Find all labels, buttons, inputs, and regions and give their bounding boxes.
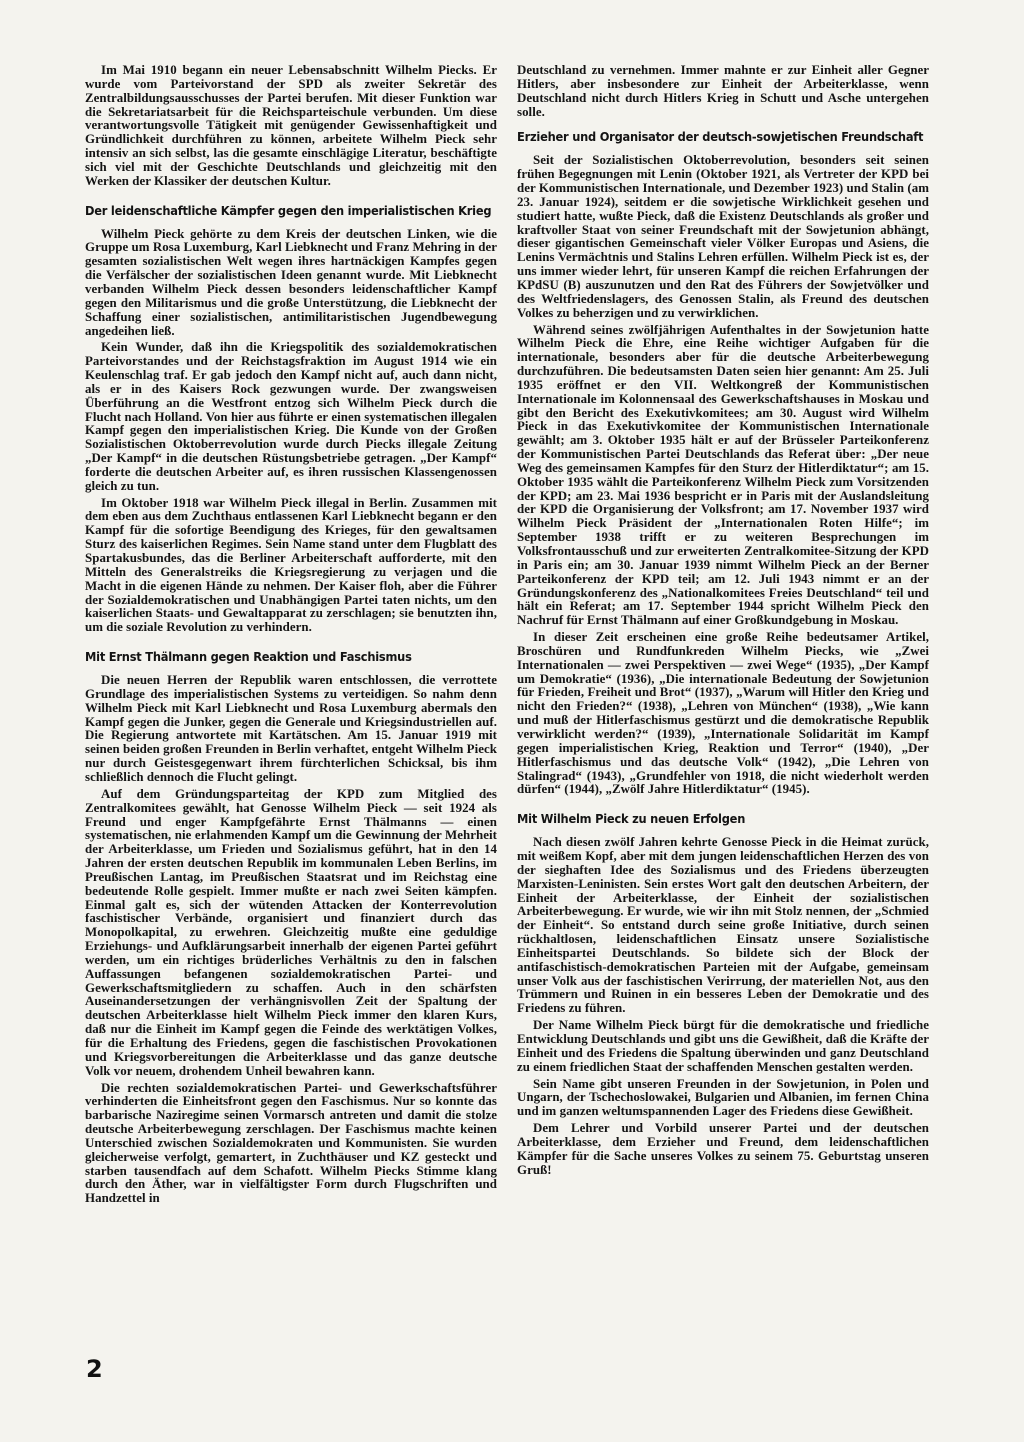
page-number: 2 bbox=[86, 1355, 103, 1383]
paragraph: Wilhelm Pieck gehörte zu dem Kreis der deutschen Linken, wie die Gruppe um Rosa Luxemburg, Karl Liebknecht und Franz Mehring in der gesamten sozialistischen Welt wegen ihres hartnäckigen Kampfes gegen die Verfälscher der sozialistischen Ideen genannt wurde. Mit Liebknecht verbanden Wilhelm Pieck dessen besonders leidenschaftlicher Kampf gegen den Militarismus und die große Unterstützung, die Liebknecht der Schaffung einer sozialistischen, antimilitaristischen Jugendbewegung angedeihen ließ. bbox=[85, 226, 497, 338]
right-column bbox=[517, 64, 929, 1180]
paragraph: In dieser Zeit erscheinen eine große Reihe bedeutsamer Artikel, Broschüren und Rundfunkreden Wilhelm Piecks, wie „Zwei Internationalen — zwei Perspektiven — zwei Wege“ (1935), „Der Kampf um Demokratie“ (1936), „Die internationale Bedeutung der Sowjetunion für Frieden, Freiheit und Brot“ (1937), „Warum will Hitler den Krieg und nicht den Frieden?“ (1938), „Lehren von München“ (1938), „Wie kann und muß der Hitlerfaschismus gestürzt und die demokratische Republik verwirklicht werden?“ (1939), „Internationale Solidarität im Kampf gegen imperialistischen Krieg, Reaktion und Terror“ (1940), „Der Hitlerfaschismus und das deutsche Volk“ (1942), „Die Lehren von Stalingrad“ (1943), „Grundfehler von 1918, die nicht wiederholt werden dürfen“ (1944), „Zwölf Jahre Hitlerdiktatur“ (1945). bbox=[517, 630, 929, 797]
paragraph: Nach diesen zwölf Jahren kehrte Genosse Pieck in die Heimat zurück, mit weißem Kopf, aber mit dem jungen leidenschaftlichen Herzen des von der sieghaften Idee des Sozialismus und des Friedens überzeugten Marxisten-Leninisten. Sein erstes Wort galt den deutschen Arbeitern, der Einheit der Arbeiterklasse, der Einheit der sozialistischen Arbeiterbewegung. Er wurde, wie wir ihn mit Stolz nennen, der „Schmied der Einheit“. So entstand durch seine große Initiative, durch seinen rückhaltlosen, leidenschaftlichen Einsatz unsere Sozialistische Einheitspartei Deutschlands. So bildete sich der Block der antifaschistisch-demokratischen Parteien mit der Aufgabe, gemeinsam unser Volk aus der faschistischen Verirrung, der materiellen Not, aus den Trümmern und Ruinen in ein besseres Leben der Demokratie und des Friedens zu führen. bbox=[517, 835, 929, 1016]
left-column bbox=[85, 64, 497, 1209]
paragraph: Während seines zwölfjährigen Aufenthaltes in der Sowjetunion hatte Wilhelm Pieck die Ehre, eine Reihe wichtiger Aufgaben für die internationale, besonders aber für die deutsche Arbeiterbewegung durchzuführen. Die bedeutsamsten Daten seien hier genannt: Am 25. Juli 1935 eröffnet er den VII. Weltkongreß der Kommunistischen Internationale im Kolonnensaal des Gewerkschaftshauses in Moskau und gibt den Bericht des Exekutivkomitees; am 30. August wird Wilhelm Pieck in das Exekutivkomitee der Kommunistischen Internationale gewählt; am 3. Oktober 1935 hält er auf der Brüsseler Parteikonferenz der Kommunistischen Partei Deutschlands das Referat über: „Der neue Weg des gemeinsamen Kampfes für den Sturz der Hitlerdiktatur“; am 15. Oktober 1935 wählt die Parteikonferenz Wilhelm Pieck zum Vorsitzenden der KPD; am 23. Mai 1936 bespricht er in Paris mit der Auslandsleitung der KPD die Organisierung der Volksfront; am 17. November 1937 wird Wilhelm Pieck Präsident der „Internationalen Roten Hilfe“; im September 1938 trifft er zu weiteren Besprechungen im Volksfrontausschuß und zur erweiterten Zentralkomitee-Sitzung der KPD in Paris ein; am 30. Januar 1939 nimmt Wilhelm Pieck an der Berner Parteikonferenz der KPD teil; am 12. Juli 1943 nimmt er an der Gründungskonferenz des „Nationalkomitees Freies Deutschland“ teil und hält ein Referat; am 17. September 1944 spricht Wilhelm Pieck den Nachruf für Ernst Thälmann auf einer Großkundgebung in Moskau. bbox=[517, 322, 929, 628]
paragraph: Der Name Wilhelm Pieck bürgt für die demokratische und friedliche Entwicklung Deutschlands und gibt uns die Gewißheit, daß die Kräfte der Einheit und des Friedens die Spaltung überwinden und ganz Deutschland zu einem friedlichen Staat der schaffenden Menschen gestalten werden. bbox=[517, 1018, 929, 1074]
section-heading: Mit Wilhelm Pieck zu neuen Erfolgen bbox=[517, 811, 746, 827]
section-heading: Der leidenschaftliche Kämpfer gegen den imperialistischen Krieg bbox=[85, 202, 492, 218]
paragraph: Im Oktober 1918 war Wilhelm Pieck illegal in Berlin. Zusammen mit dem eben aus dem Zuchthaus entlassenen Karl Liebknecht begann er den Kampf für die sofortige Beendigung des Krieges, für den gewaltsamen Sturz des kaiserlichen Regimes. Sein Name stand unter dem Flugblatt des Spartakusbundes, das die Berliner Arbeiterschaft aufforderte, mit den Mitteln des Generalstreiks die Kriegsregierung zu verjagen und die Macht in die eigenen Hände zu nehmen. Der Kaiser floh, aber die Führer der Sozialdemokratischen und Unabhängigen Partei taten nichts, um den kaiserlichen Staats- und Gewaltapparat zu zerschlagen; sie benutzten ihn, um die soziale Revolution zu verhindern. bbox=[85, 495, 497, 635]
paragraph: Kein Wunder, daß ihn die Kriegspolitik des sozialdemokratischen Parteivorstandes und der Reichstagsfraktion im August 1914 wie ein Keulenschlag traf. Er gab jedoch den Kampf nicht auf, auch dann nicht, als er in des Kaisers Rock gezwungen wurde. Der zwangsweisen Überführung an die Westfront entzog sich Wilhelm Pieck durch die Flucht nach Holland. Von hier aus führte er einen systematischen illegalen Kampf gegen den imperialistischen Krieg. Die Kunde von der Großen Sozialistischen Oktoberrevolution wurde durch Piecks illegale Zeitung „Der Kampf“ in die deutschen Rüstungsbetriebe getragen. „Der Kampf“ forderte die deutschen Arbeiter auf, es ihren russischen Klassengenossen gleich zu tun. bbox=[85, 340, 497, 493]
paragraph: Auf dem Gründungsparteitag der KPD zum Mitglied des Zentralkomitees gewählt, hat Genosse Wilhelm Pieck — seit 1924 als Freund und enger Kampfgefährte Ernst Thälmanns — einen systematischen, nie erlahmenden Kampf um die Gewinnung der Mehrheit der Arbeiterklasse, um Frieden und Sozialismus geführt, hat in den 14 Jahren der ersten deutschen Republik im kommunalen Leben Berlins, im Preußischen Lantag, im Preußischen Staatsrat und im Reichstag eine bedeutende Rolle gespielt. Immer mußte er nach zwei Seiten kämpfen. Einmal galt es, sich der wütenden Attacken der Konterrevolution faschistischer Verbände, organisiert und finanziert durch das Monopolkapital, zu erwehren. Gleichzeitig mußte eine geduldige Erziehungs- und Aufklärungsarbeit innerhalb der eigenen Partei geführt werden, um ein richtiges brüderliches Verhältnis zu den in falschen Auffassungen befangenen sozialdemokratischen Partei- und Gewerkschaftsmitgliedern zu schaffen. Auch in den schärfsten Auseinandersetzungen der verhängnisvollen Zeit der Spaltung der deutschen Arbeiterklasse hielt Wilhelm Pieck immer den klaren Kurs, daß nur die Einheit im Kampf gegen die Feinde des werktätigen Volkes, für die Erhaltung des Friedens, gegen die faschistischen Provokationen und Kriegsvorbereitungen die Arbeiterklasse und das ganze deutsche Volk vor neuem, drohendem Unheil bewahren kann. bbox=[85, 786, 497, 1078]
paragraph: Deutschland zu vernehmen. Immer mahnte er zur Einheit aller Gegner Hitlers, aber insbesondere zur Einheit der Arbeiterklasse, wenn Deutschland nicht durch Hitlers Krieg in Schutt und Asche untergehen solle. bbox=[517, 63, 929, 119]
paragraph: Dem Lehrer und Vorbild unserer Partei und der deutschen Arbeiterklasse, dem Erzieher und Freund, dem leidenschaftlichen Kämpfer für die Sache unseres Volkes zu seinem 75. Geburtstag unseren Gruß! bbox=[517, 1121, 929, 1177]
paragraph: Die rechten sozialdemokratischen Partei- und Gewerkschaftsführer verhinderten die Einheitsfront gegen den Faschismus. Nur so konnte das barbarische Naziregime seinen Vormarsch antreten und damit die stolze deutsche Arbeiterbewegung zerschlagen. Der Faschismus machte keinen Unterschied zwischen Sozialdemokraten und Kommunisten. Sie wurden gleicherweise verfolgt, gemartert, in Zuchthäuser und KZ gesteckt und starben tausendfach auf dem Schafott. Wilhelm Piecks Stimme klang durch den Äther, war in vielfältigster Form durch Flugschriften und Handzettel in bbox=[85, 1080, 497, 1206]
paragraph: Seit der Sozialistischen Oktoberrevolution, besonders seit seinen frühen Begegnungen mit Lenin (Oktober 1921, als Vertreter der KPD bei der Kommunistischen Internationale, und Dezember 1923) und Stalin (am 23. Januar 1924), seitdem er die sowjetische Wirklichkeit gesehen und studiert hatte, wußte Pieck, daß die Existenz Deutschlands als großer und kraftvoller Staat von seiner Freundschaft mit der Sowjetunion abhängt, dieser gigantischen Gemeinschaft vieler Völker Europas und Asiens, die Lenins Vermächtnis und Stalins Lehren erfüllen. Wilhelm Pieck ist es, der uns immer wieder lehrt, für unseren Kampf die reichen Erfahrungen der KPdSU (B) auszunutzen und den Rat des Führers der Sowjetvölker und des Weltfriedenslagers, des Genossen Stalin, als Freund des deutschen Volkes zu beherzigen und zu verwirklichen. bbox=[517, 153, 929, 320]
paragraph: Sein Name gibt unseren Freunden in der Sowjetunion, in Polen und Ungarn, der Tschechoslowakei, Bulgarien und Albanien, im fernen China und im ganzen weltumspannenden Lager des Friedens diese Gewißheit. bbox=[517, 1076, 929, 1119]
section-heading: Mit Ernst Thälmann gegen Reaktion und Faschismus bbox=[85, 649, 412, 665]
paragraph: Im Mai 1910 begann ein neuer Lebensabschnitt Wilhelm Piecks. Er wurde vom Parteivorstand der SPD als zweiter Sekretär des Zentralbildungsausschusses der Partei berufen. Mit dieser Funktion war die Sekretariatsarbeit für die Reichsparteischule verbunden. Um diese verantwortungsvolle Tätigkeit mit genügender Gewissenhaftigkeit und Gründlichkeit durchführen zu können, arbeitete Wilhelm Pieck sehr intensiv an sich selbst, las die gesamte einschlägige Literatur, beschäftigte sich viel mit der Geschichte Deutschlands und gleichzeitig mit den Werken der Klassiker der deutschen Kultur. bbox=[85, 63, 497, 188]
section-heading: Erzieher und Organisator der deutsch-sowjetischen Freundschaft bbox=[517, 129, 924, 145]
paragraph: Die neuen Herren der Republik waren entschlossen, die verrottete Grundlage des imperialistischen Systems zu verteidigen. So nahm denn Wilhelm Pieck mit Karl Liebknecht und Rosa Luxemburg abermals den Kampf gegen die Junker, gegen die Generale und Kriegsindustriellen auf. Die Regierung antwortete mit Kartätschen. Am 15. Januar 1919 mit seinen beiden großen Freunden in Berlin verhaftet, entgeht Wilhelm Pieck nur durch Geistesgegenwart ihrem fürchterlichen Schicksal, bis ihm schließlich dennoch die Flucht gelingt. bbox=[85, 673, 497, 784]
